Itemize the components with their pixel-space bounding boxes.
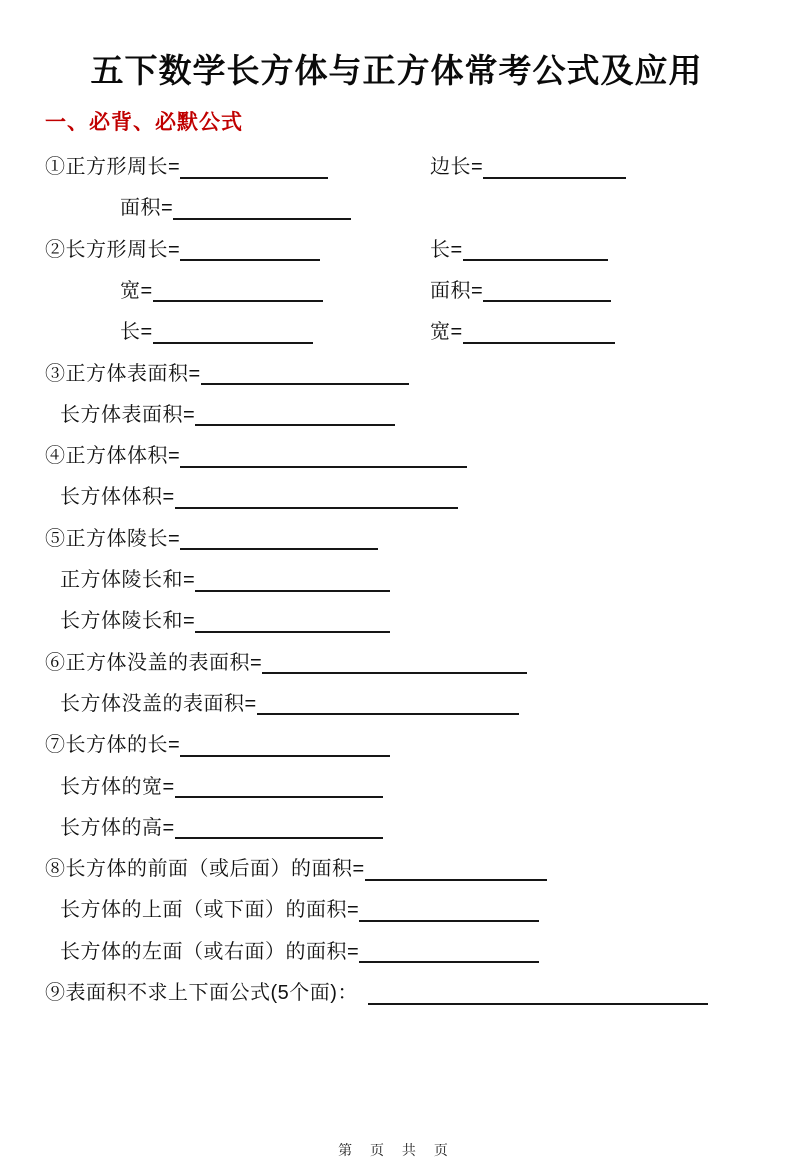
formula-left-cell [45, 233, 320, 262]
formula-label: 长方体的高= [60, 816, 175, 839]
formula-left-cell [60, 563, 390, 592]
formula-row [45, 185, 793, 226]
formula-label: 长方体陵长和= [60, 610, 196, 633]
blank-underline [201, 361, 409, 385]
formula-row [45, 640, 793, 681]
formula-left-cell [45, 852, 547, 881]
blank-underline [368, 981, 708, 1005]
formula-label: 长方体的宽= [60, 775, 175, 798]
formula-label: 长= [120, 321, 153, 344]
formula-label: ④正方体体积= [45, 445, 181, 468]
blank-underline [153, 320, 313, 344]
formula-label: 正方体陵长和= [60, 569, 196, 592]
formula-row [45, 929, 793, 970]
formula-label: ⑦长方体的长= [45, 734, 181, 757]
page-title: 五下数学长方体与正方体常考公式及应用 [90, 52, 703, 89]
formula-row [45, 887, 793, 928]
blank-underline [463, 237, 608, 261]
blank-underline [180, 526, 378, 550]
blank-underline [463, 320, 615, 344]
blank-underline [195, 568, 390, 592]
formula-row [45, 516, 793, 557]
blank-underline [483, 278, 611, 302]
formula-label: ⑤正方体陵长= [45, 527, 181, 550]
blank-underline [153, 278, 323, 302]
formula-label: 边长= [430, 156, 484, 179]
formula-rows [45, 144, 793, 1011]
formula-label: ⑧长方体的前面（或后面）的面积= [45, 858, 365, 881]
blank-underline [175, 774, 383, 798]
formula-label: ⑨表面积不求上下面公式(5个面)： [45, 982, 358, 1005]
formula-left-cell [60, 480, 458, 509]
formula-left-cell [60, 811, 383, 840]
formula-row [45, 681, 793, 722]
blank-underline [365, 857, 547, 881]
formula-left-cell [60, 935, 539, 964]
formula-label: 长方体的上面（或下面）的面积= [60, 899, 360, 922]
formula-left-cell [60, 398, 395, 427]
blank-underline [175, 815, 383, 839]
formula-left-cell [60, 604, 390, 633]
formula-row [45, 392, 793, 433]
formula-label: 长= [430, 238, 463, 261]
formula-label: 长方体表面积= [60, 403, 196, 426]
formula-row [45, 722, 793, 763]
formula-left-cell [120, 274, 323, 303]
formula-left-cell [45, 976, 708, 1005]
formula-left-cell [45, 522, 378, 551]
formula-row [45, 557, 793, 598]
blank-underline [175, 485, 458, 509]
formula-right-cell [430, 268, 611, 309]
formula-label: 宽= [430, 321, 463, 344]
formula-left-cell [45, 357, 409, 386]
formula-row [45, 350, 793, 391]
formula-left-cell [45, 646, 527, 675]
formula-right-cell [430, 144, 626, 185]
formula-label: ①正方形周长= [45, 156, 181, 179]
formula-label: ③正方体表面积= [45, 362, 201, 385]
blank-underline [195, 609, 390, 633]
blank-underline [180, 733, 390, 757]
blank-underline [173, 196, 351, 220]
formula-row [45, 227, 793, 268]
formula-right-cell [430, 227, 608, 268]
blank-underline [257, 691, 519, 715]
blank-underline [483, 155, 626, 179]
formula-right-cell [430, 309, 615, 350]
formula-row [45, 763, 793, 804]
formula-left-cell [120, 315, 313, 344]
blank-underline [195, 402, 395, 426]
blank-underline [180, 237, 320, 261]
formula-row [45, 970, 793, 1011]
formula-left-cell [60, 770, 383, 799]
formula-left-cell [45, 439, 467, 468]
formula-row [45, 805, 793, 846]
formula-label: ⑥正方体没盖的表面积= [45, 651, 263, 674]
formula-left-cell [60, 687, 519, 716]
formula-left-cell [45, 728, 390, 757]
formula-row [45, 309, 793, 350]
blank-underline [180, 155, 328, 179]
formula-row [45, 433, 793, 474]
formula-label: 宽= [120, 279, 153, 302]
formula-left-cell [60, 893, 539, 922]
page-footer: 第 页 共 页 [338, 1142, 455, 1158]
formula-row [45, 268, 793, 309]
formula-left-cell [120, 191, 351, 220]
blank-underline [262, 650, 527, 674]
formula-label: 面积= [430, 279, 484, 302]
formula-left-cell [45, 150, 328, 179]
formula-label: ②长方形周长= [45, 238, 181, 261]
formula-label: 长方体没盖的表面积= [60, 692, 257, 715]
formula-label: 长方体体积= [60, 486, 175, 509]
blank-underline [359, 898, 539, 922]
formula-row [45, 474, 793, 515]
blank-underline [180, 444, 467, 468]
formula-row [45, 144, 793, 185]
formula-label: 长方体的左面（或右面）的面积= [60, 940, 360, 963]
blank-underline [359, 939, 539, 963]
section-heading: 一、必背、必默公式 [45, 110, 243, 134]
formula-label: 面积= [120, 197, 174, 220]
formula-row [45, 846, 793, 887]
formula-row [45, 598, 793, 639]
